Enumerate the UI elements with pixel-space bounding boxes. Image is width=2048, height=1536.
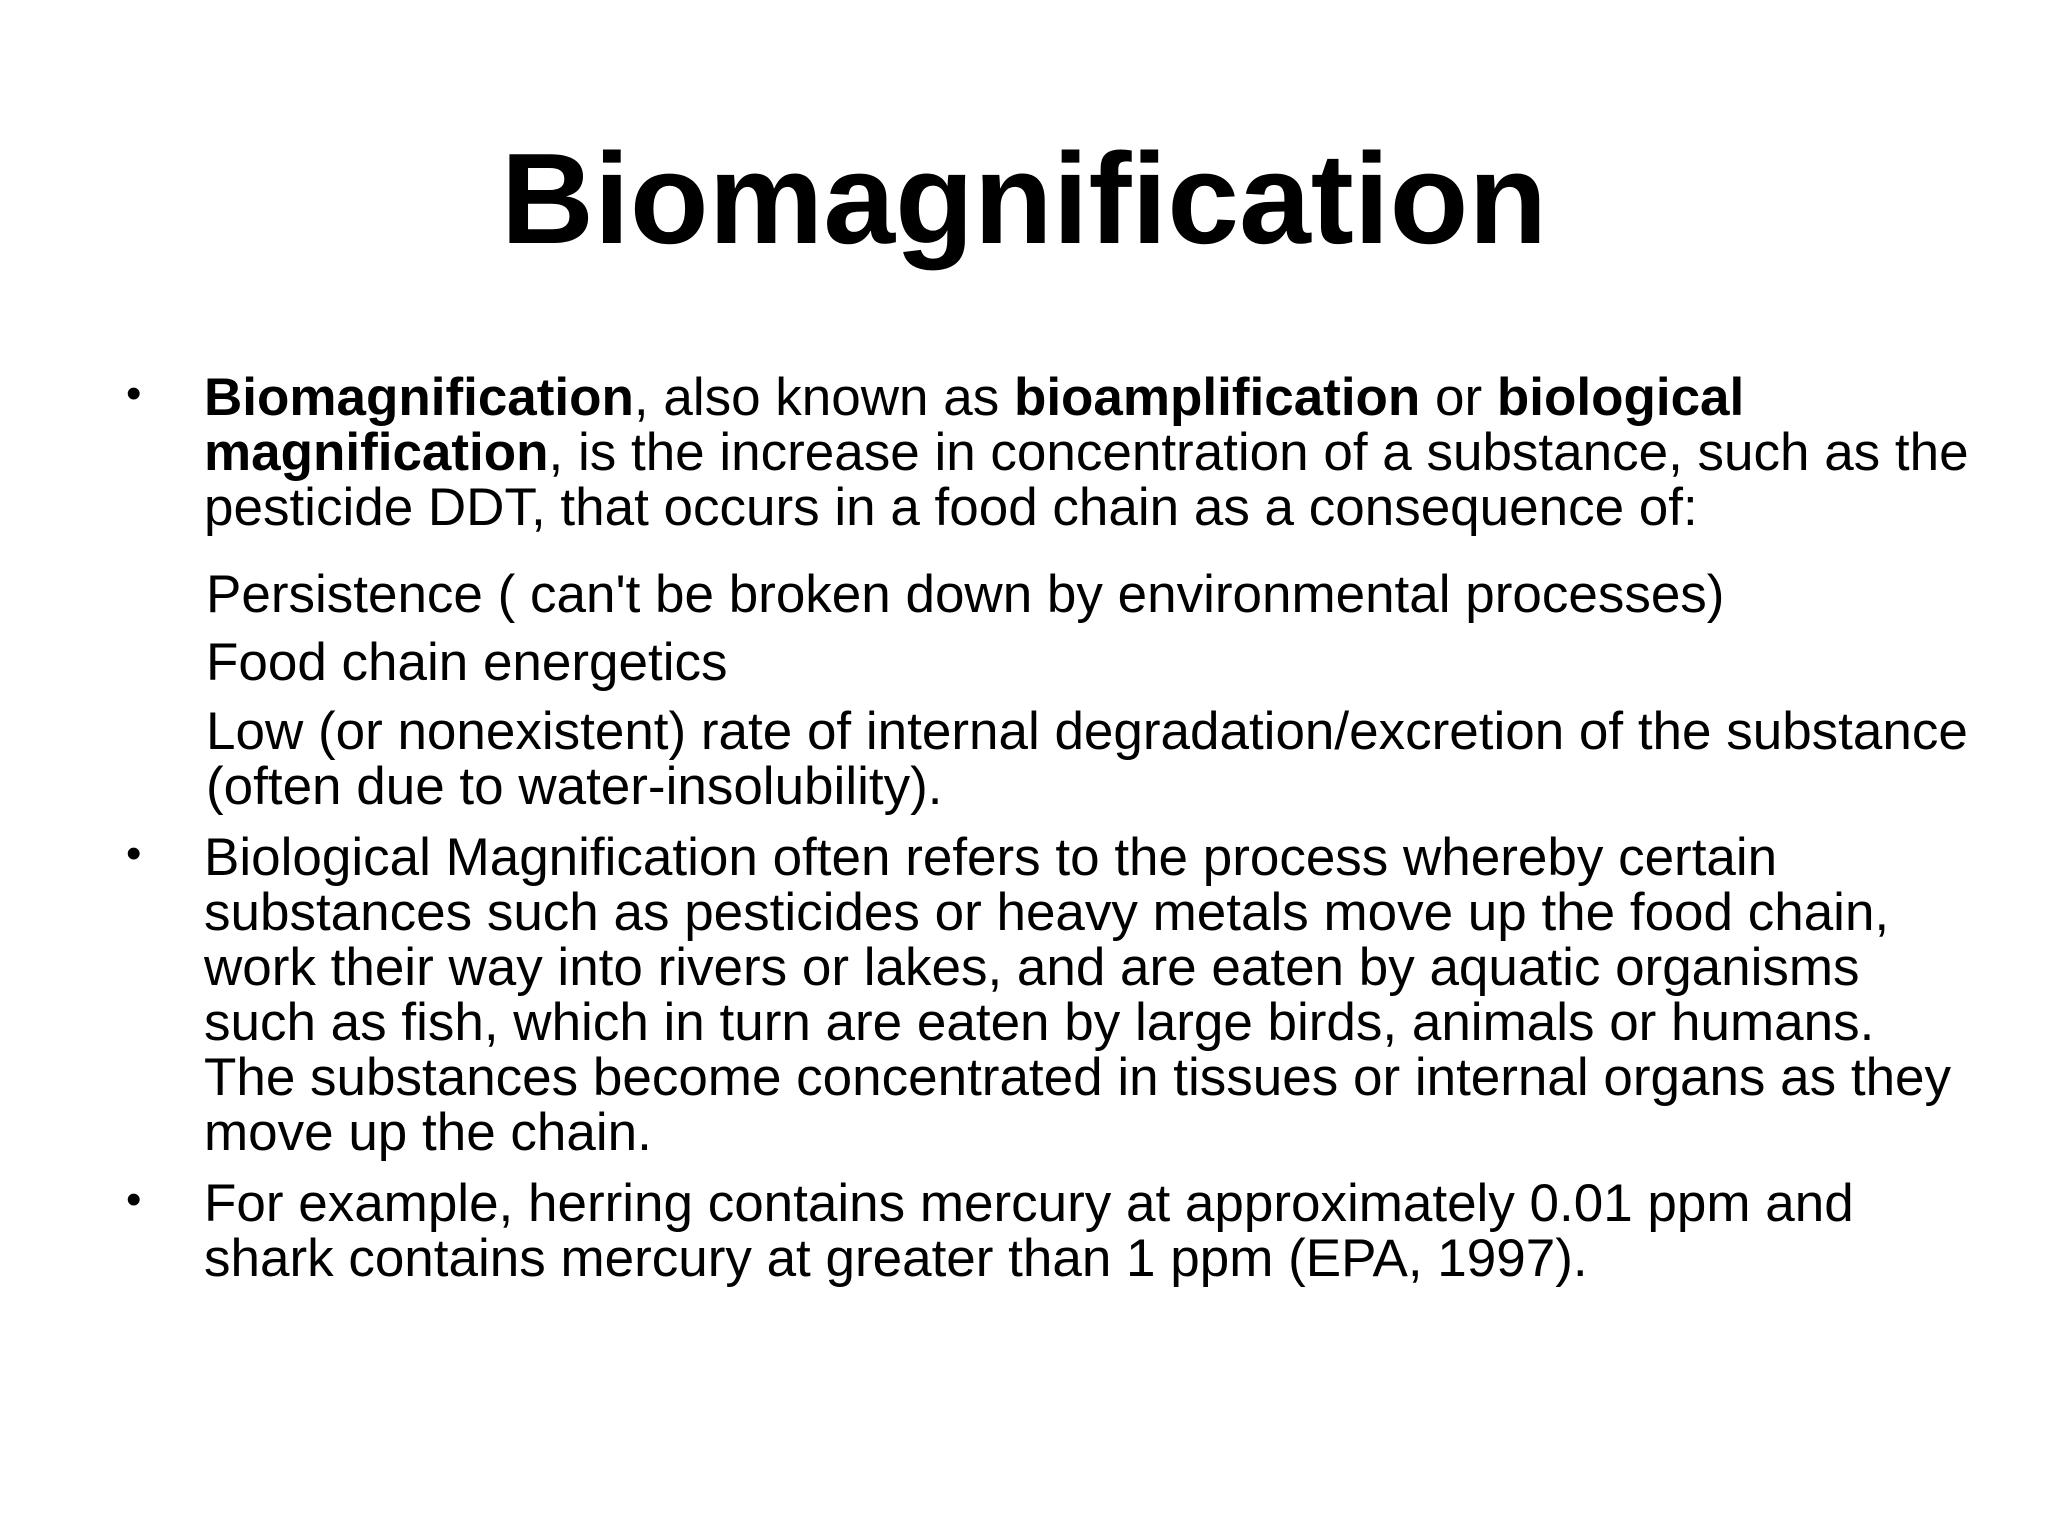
bullet-biological-magnification: • Biological Magnification often refers to the process whereby certain substances such as pesticides or heavy metals move up the food chain, work their way into rivers or lakes, and are eaten by aquatic organisms such as fish, which in turn are eaten by large birds, animals or humans. The substances become concentrated in tissues or internal organs as they move up the chain. xyxy=(118,830,1978,1160)
slide-title: Biomagnification xyxy=(500,127,1548,271)
term-bioamplification: bioamplification xyxy=(1013,368,1421,427)
bullet-definition xyxy=(118,370,1978,535)
sub-line-food-chain-energetics: Food chain energetics xyxy=(206,633,728,692)
definition-text-2: or xyxy=(1420,368,1497,427)
definition-text-3: , is the increase in concentration of a substance, such as the pesticide DDT, that occurs in a food chain as a consequence of: xyxy=(204,423,1969,537)
term-biomagnification: Biomagnification xyxy=(204,368,634,427)
slide-content xyxy=(118,370,1978,1286)
sub-line-low-degradation: Low (or nonexistent) rate of internal degradation/excretion of the substance (often due to water-insolubility). xyxy=(206,702,1968,816)
sub-line-persistence: Persistence ( can't be broken down by environmental processes) xyxy=(206,565,1725,624)
bullet-example: • For example, herring contains mercury at approximately 0.01 ppm and shark contains mercury at greater than 1 ppm (EPA, 1997). xyxy=(118,1176,1978,1286)
term-biological-magnification: biological magnification xyxy=(204,368,1745,482)
definition-text-1: , also known as xyxy=(633,368,1014,427)
